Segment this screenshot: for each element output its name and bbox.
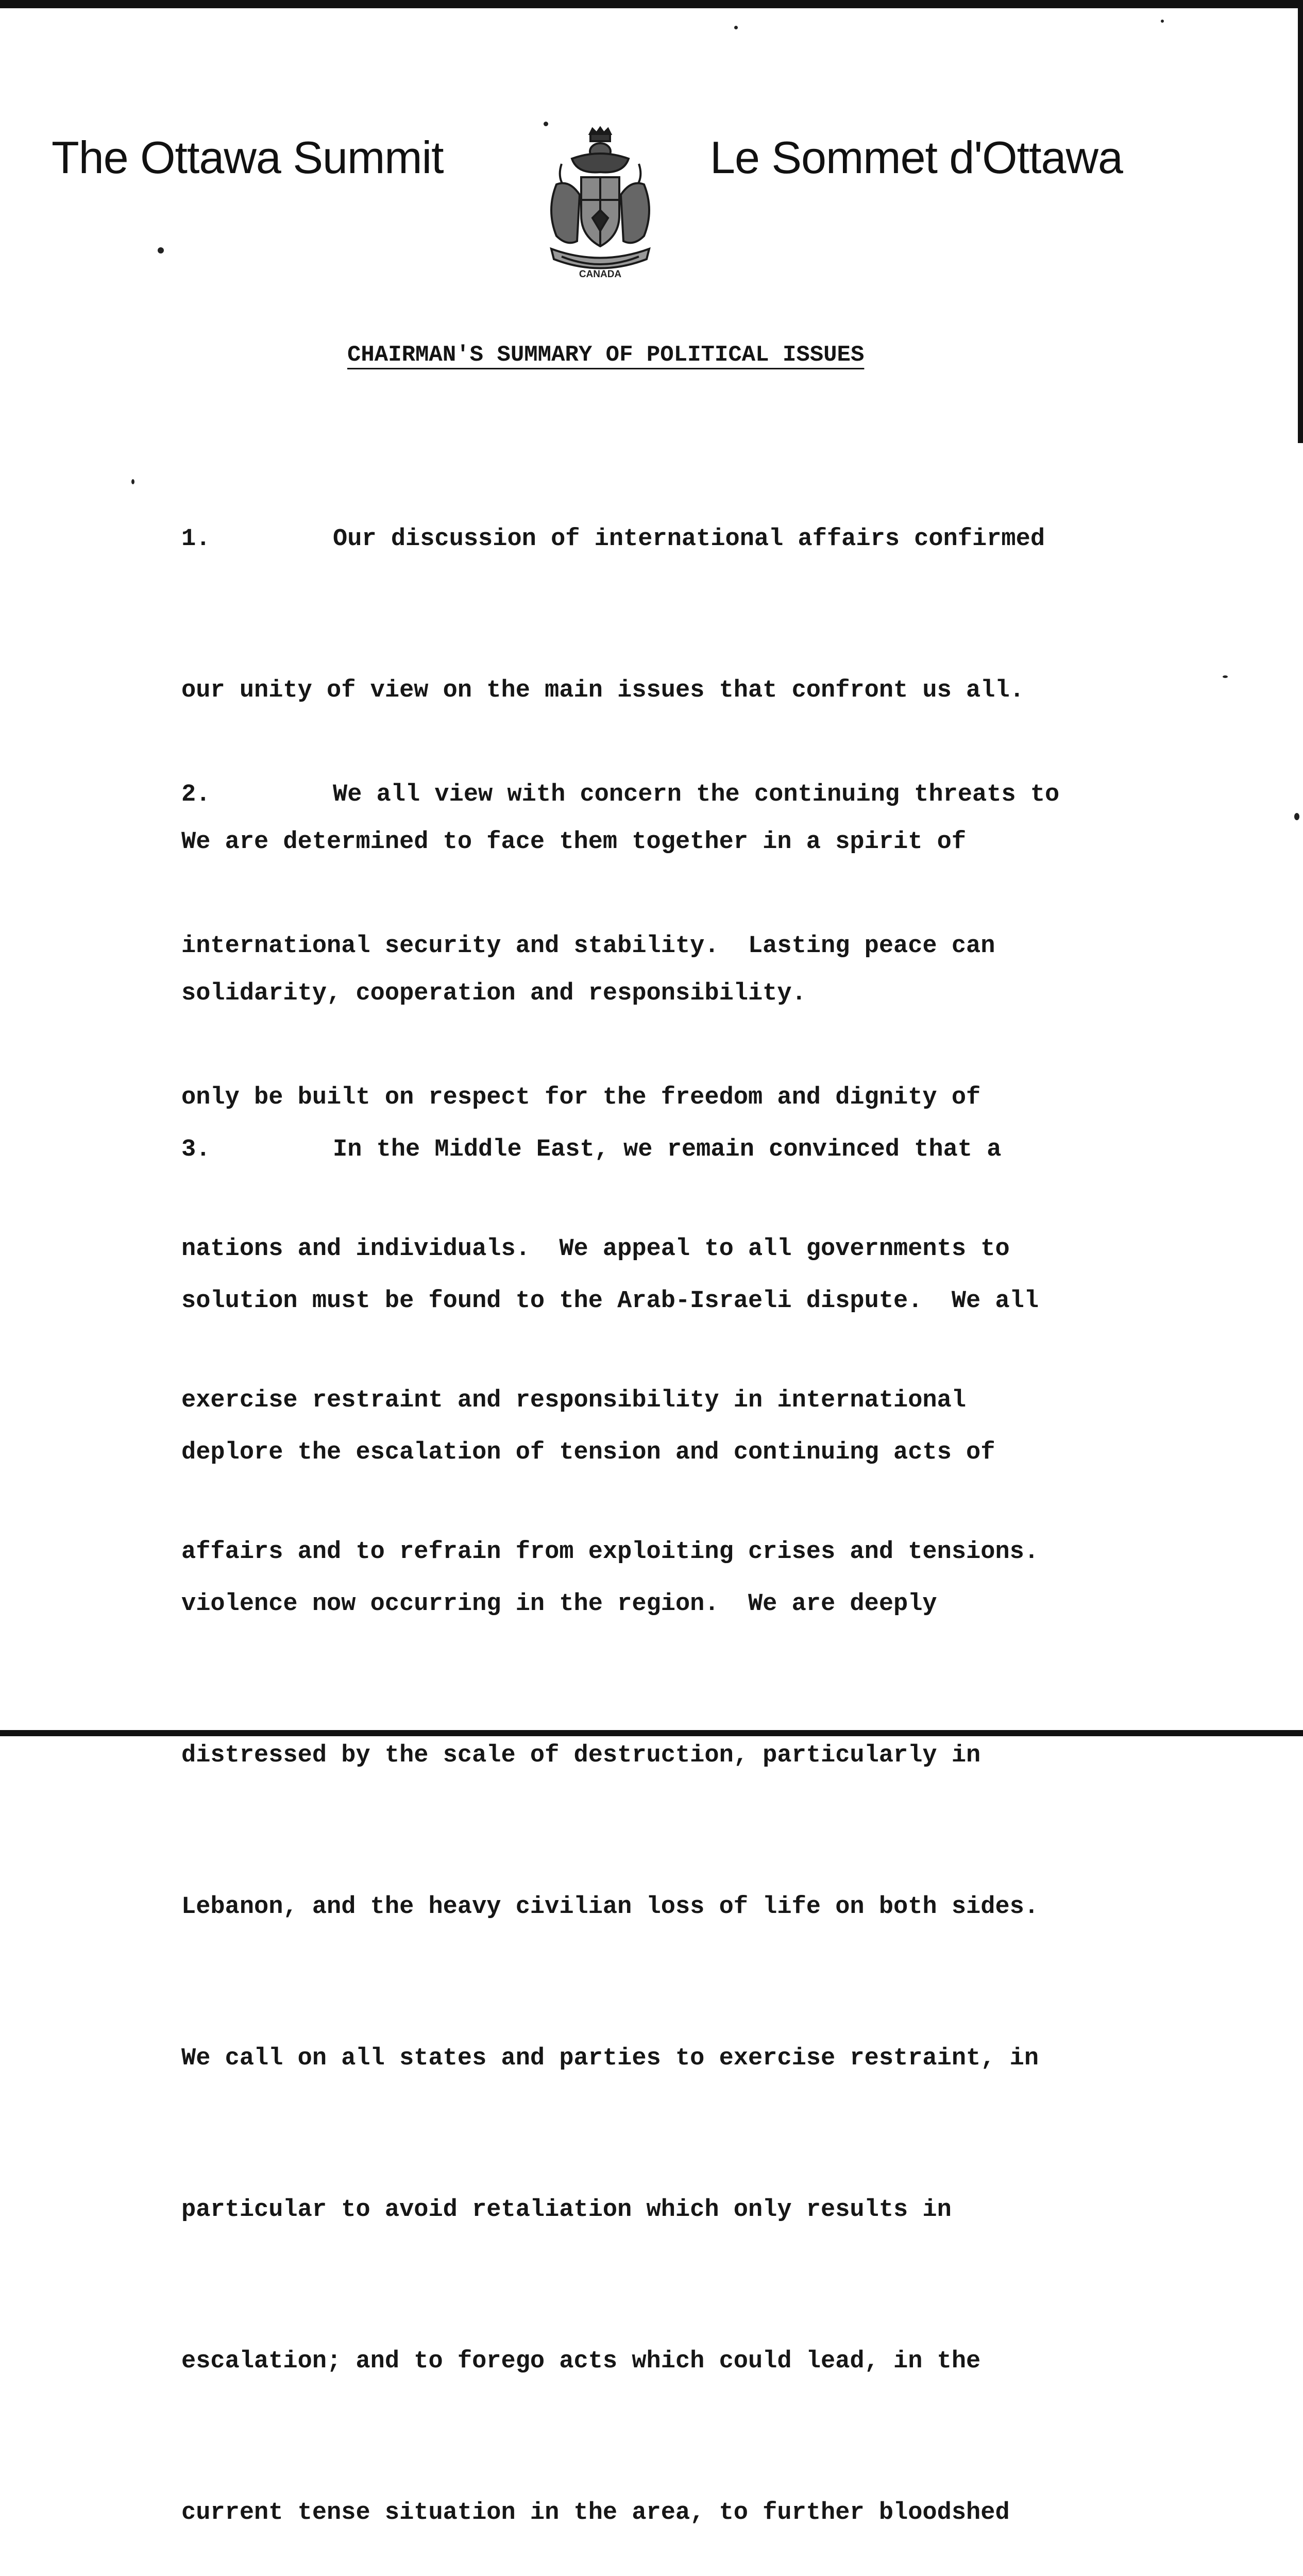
paragraph-line bbox=[181, 514, 1135, 565]
paragraph-line: We call on all states and parties to exercise restraint, in bbox=[181, 2045, 1039, 2072]
emblem-label: CANADA bbox=[579, 269, 622, 280]
scan-speck bbox=[1161, 20, 1164, 23]
paragraph-line-text: In the Middle East, we remain convinced that a bbox=[333, 1136, 1002, 1163]
paragraph-line: exercise restraint and responsibility in international bbox=[181, 1387, 967, 1414]
paragraph-line: only be built on respect for the freedom and dignity of bbox=[181, 1084, 981, 1111]
paragraph-line: We are determined to face them together in a spirit of bbox=[181, 828, 967, 856]
paragraph-number: 2. bbox=[181, 781, 211, 808]
paragraph-3 bbox=[181, 1024, 1135, 2576]
paragraph-line: particular to avoid retaliation which only results in bbox=[181, 2196, 952, 2224]
scan-border-right bbox=[1298, 0, 1303, 443]
scan-speck bbox=[1294, 813, 1299, 820]
paragraph-line-text: Our discussion of international affairs confirmed bbox=[333, 526, 1045, 553]
paragraph-line: distressed by the scale of destruction, particularly in bbox=[181, 1742, 981, 1769]
paragraph-line bbox=[181, 1125, 1135, 1175]
paragraph-line: current tense situation in the area, to further bloodshed bbox=[181, 2499, 1010, 2527]
paragraph-line: nations and individuals. We appeal to all governments to bbox=[181, 1235, 1010, 1263]
paragraph-line: our unity of view on the main issues that confront us all. bbox=[181, 677, 1024, 704]
paragraph-line: international security and stability. Lasting peace can bbox=[181, 933, 995, 960]
paragraph-line: deplore the escalation of tension and continuing acts of bbox=[181, 1439, 995, 1466]
paragraph-line: Lebanon, and the heavy civilian loss of life on both sides. bbox=[181, 1893, 1039, 1921]
scan-speck bbox=[131, 479, 134, 484]
paragraph-line: escalation; and to forego acts which could lead, in the bbox=[181, 2348, 981, 2375]
paragraph-line: solidarity, cooperation and responsibility. bbox=[181, 980, 806, 1007]
scan-speck bbox=[158, 247, 164, 253]
scan-speck bbox=[1223, 675, 1228, 678]
paragraph-line: solution must be found to the Arab-Israeli dispute. We all bbox=[181, 1287, 1039, 1315]
coat-of-arms-icon bbox=[541, 128, 659, 282]
document-heading: CHAIRMAN'S SUMMARY OF POLITICAL ISSUES bbox=[347, 342, 865, 368]
scan-speck bbox=[734, 26, 738, 29]
scan-speck bbox=[544, 122, 548, 126]
paragraph-number: 1. bbox=[181, 526, 211, 553]
paragraph-line: affairs and to refrain from exploiting crises and tensions. bbox=[181, 1538, 1039, 1566]
scan-border-top bbox=[0, 0, 1303, 8]
paragraph-line-text: We all view with concern the continuing threats to bbox=[333, 781, 1060, 808]
paragraph-number: 3. bbox=[181, 1136, 211, 1163]
paragraph-line bbox=[181, 770, 1135, 820]
paragraph-line: violence now occurring in the region. We are deeply bbox=[181, 1590, 937, 1618]
title-english: The Ottawa Summit bbox=[52, 132, 444, 183]
title-french: Le Sommet d'Ottawa bbox=[710, 132, 1123, 183]
